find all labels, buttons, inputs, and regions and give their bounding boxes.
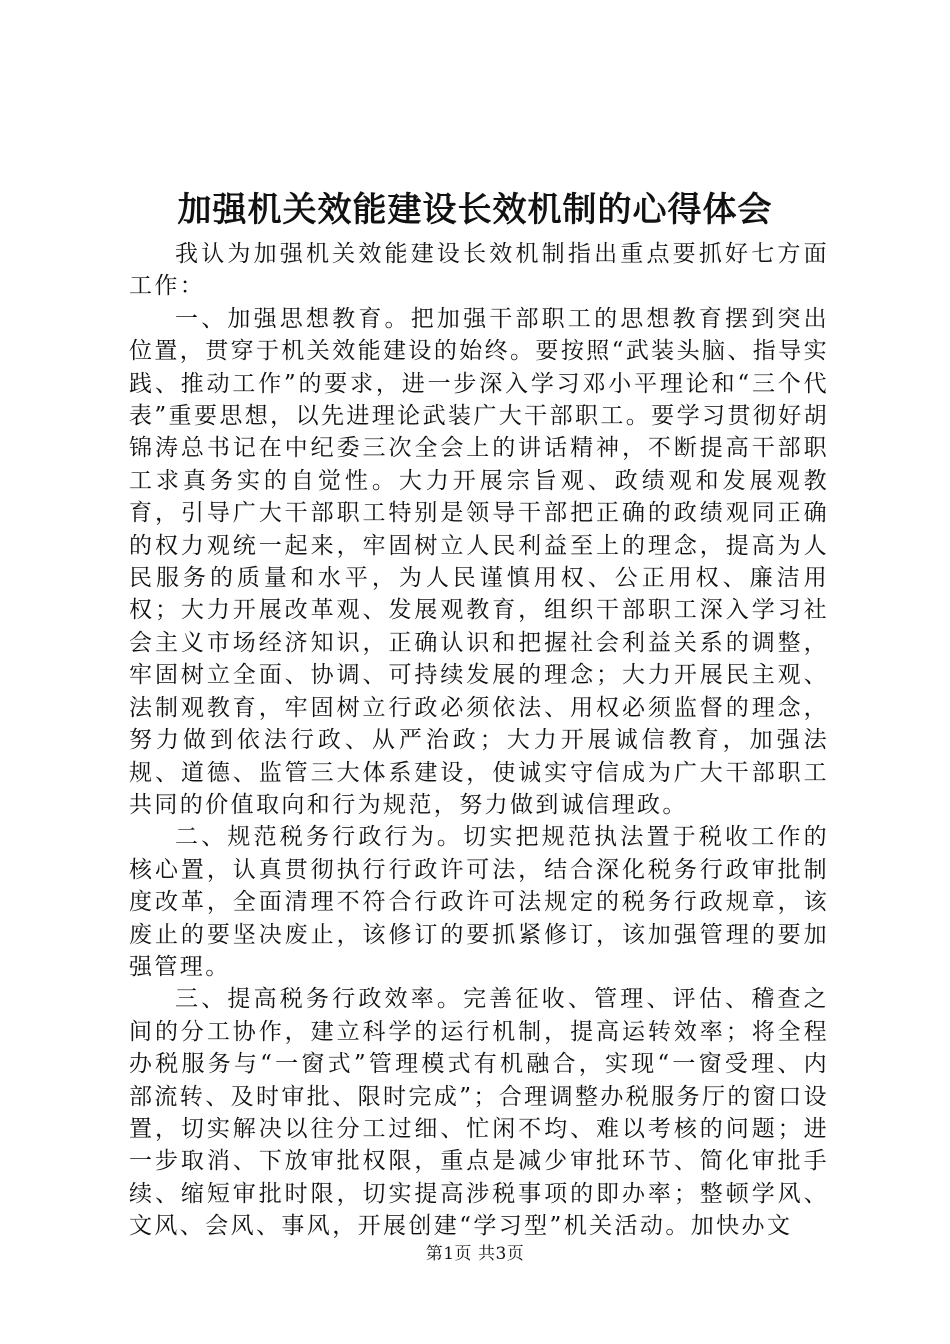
- document-body: [129, 238, 829, 1243]
- paragraph-section-3: 三、提高税务行政效率。完善征收、管理、评估、稽查之间的分工协作，建立科学的运行机制，提高运转效率；将全程办税服务与“一窗式”管理模式有机融合，实现“一窗受理、内部流转、及时审批、限时完成”；合理调整办税服务厅的窗口设置，切实解决以往分工过细、忙闲不均、难以考核的问题；进一步取消、下放审批权限，重点是减少审批环节、简化审批手续、缩短审批时限，切实提高涉税事项的即办率；整顿学风、文风、会风、事风，开展创建“学习型”机关活动。加快办文: [129, 986, 829, 1240]
- document-title: 加强机关效能建设长效机制的心得体会: [177, 190, 773, 230]
- page-number-footer: 第1页 共3页: [425, 1244, 525, 1264]
- paragraph-intro: 我认为加强机关效能建设长效机制指出重点要抓好七方面工作：: [129, 241, 829, 300]
- paragraph-section-1: 一、加强思想教育。把加强干部职工的思想教育摆到突出位置，贯穿于机关效能建设的始终。要按照“武装头脑、指导实践、推动工作”的要求，进一步深入学习邓小平理论和“三个代表”重要思想，以先进理论武装广大干部职工。要学习贯彻好胡锦涛总书记在中纪委三次全会上的讲话精神，不断提高干部职工求真务实的自觉性。大力开展宗旨观、政绩观和发展观教育，引导广大干部职工特别是领导干部把正确的政绩观同正确的权力观统一起来，牢固树立人民利益至上的理念，提高为人民服务的质量和水平，为人民谨慎用权、公正用权、廉洁用权；大力开展改革观、发展观教育，组织干部职工深入学习社会主义市场经济知识，正确认识和把握社会利益关系的调整，牢固树立全面、协调、可持续发展的理念；大力开展民主观、法制观教育，牢固树立行政必须依法、用权必须监督的理念，努力做到依法行政、从严治政；大力开展诚信教育，加强法规、道德、监管三大体系建设，使诚实守信成为广大干部职工共同的价值取向和行为规范，努力做到诚信理政。: [129, 305, 829, 818]
- paragraph-section-2: 二、规范税务行政行为。切实把规范执法置于税收工作的核心置，认真贯彻执行行政许可法，结合深化税务行政审批制度改革，全面清理不符合行政许可法规定的税务行政规章，该废止的要坚决废止，该修订的要抓紧修订，该加强管理的要加强管理。: [129, 824, 829, 980]
